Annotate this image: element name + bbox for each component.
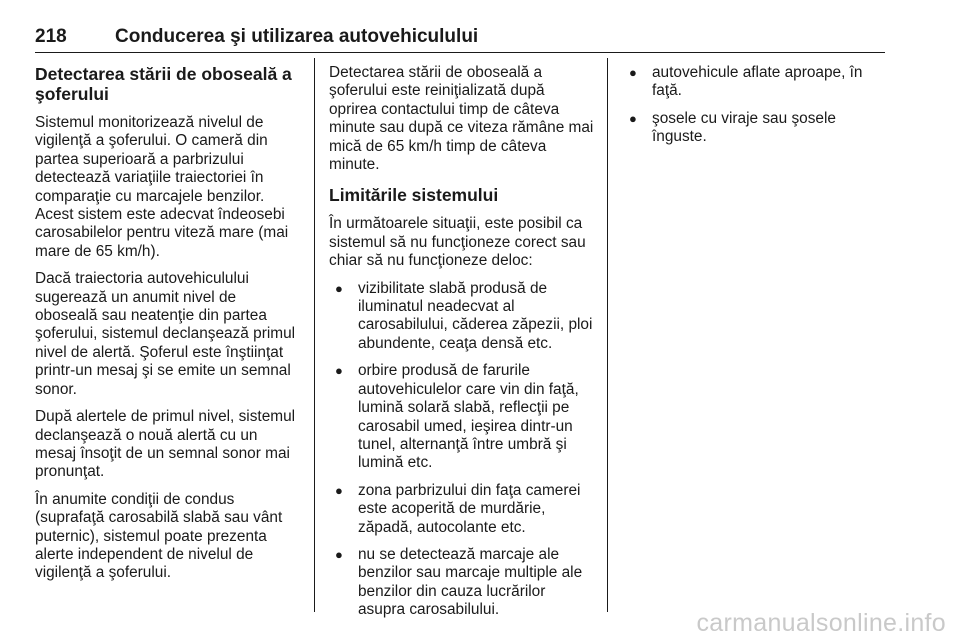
page-number: 218 <box>35 26 67 47</box>
bullet-icon: ● <box>629 110 637 126</box>
list-item-text: şosele cu viraje sau şosele înguste. <box>652 109 836 146</box>
limitations-list <box>329 280 594 620</box>
list-item <box>623 64 885 101</box>
limitations-list-continued <box>623 64 885 147</box>
section-heading-system-limitations: Limitările sistemului <box>329 185 499 206</box>
column-divider-1 <box>314 58 315 612</box>
watermark: carmanualsonline.info <box>696 609 946 637</box>
running-title: Conducerea şi utilizarea autovehiculului <box>115 26 479 47</box>
paragraph: După alertele de primul nivel, sistemul declanşează o nouă alertă cu un mesaj însoţit de un semnal sonor mai pronunţat. <box>35 408 296 481</box>
column-divider-2 <box>607 58 608 612</box>
list-item <box>329 482 594 537</box>
bullet-icon: ● <box>335 280 343 296</box>
column-2 <box>329 64 594 629</box>
paragraph: Detectarea stării de oboseală a şoferului este reiniţializată după oprirea contactului timp de câteva minute sau după ce viteza rămâne mai mică de 65 km/h timp de câteva minute. <box>329 64 594 174</box>
column-3 <box>623 64 885 156</box>
list-item-text: nu se detectează marcaje ale benzilor sau marcaje multiple ale benzilor din cauza lucrărilor asupra carosabilului. <box>358 545 583 619</box>
list-item-text: orbire produsă de farurile autovehiculelor care vin din faţă, lumină solară slabă, reflecţii pe carosabil umed, ieşirea dintr-un tunel, alternanţă între umbră şi lumină etc. <box>358 362 579 472</box>
list-item-text: vizibilitate slabă produsă de iluminatul neadecvat al carosabilului, căderea zăpezii, ploi abundente, ceaţa densă etc. <box>358 279 593 352</box>
paragraph: În următoarele situaţii, este posibil ca sistemul să nu funcţioneze corect sau chiar să nu funcţioneze deloc: <box>329 215 586 270</box>
list-item-text: zona parbrizului din faţa camerei este acoperită de murdărie, zăpadă, autocolante etc. <box>358 481 581 536</box>
paragraph: Dacă traiectoria autovehiculului sugerează un anumit nivel de oboseală sau neatenţie din partea şoferului, sistemul declanşează primul nivel de alertă. Şoferul este înştiinţat printr-un mesaj şi se emite un semnal sonor. <box>35 270 296 398</box>
bullet-icon: ● <box>335 482 343 498</box>
bullet-icon: ● <box>335 363 343 379</box>
list-item <box>623 110 885 147</box>
list-item <box>329 280 594 354</box>
list-item <box>329 546 594 620</box>
list-item <box>329 362 594 472</box>
page-header <box>35 22 885 53</box>
list-item-text: autovehicule aflate aproape, în faţă. <box>652 64 863 100</box>
paragraph: Sistemul monitorizează nivelul de vigilenţă a şoferului. O cameră din partea superioară a parbrizului detectează variaţiile traiectoriei în comparaţie cu marcajele benzilor. Acest sistem este adecvat îndeosebi carosabilelor pentru viteză mare (mai mare de 65 km/h). <box>35 114 289 260</box>
paragraph: În anumite condiţii de condus (suprafaţă carosabilă slabă sau vânt puternic), sistemul poate prezenta alerte independent de nivelul de vigilenţă a şoferului. <box>35 490 283 582</box>
bullet-icon: ● <box>335 546 343 562</box>
bullet-icon: ● <box>629 65 637 80</box>
section-heading-fatigue-detection: Detectarea stării de oboseală a şoferului <box>35 64 292 104</box>
column-1 <box>35 64 300 592</box>
